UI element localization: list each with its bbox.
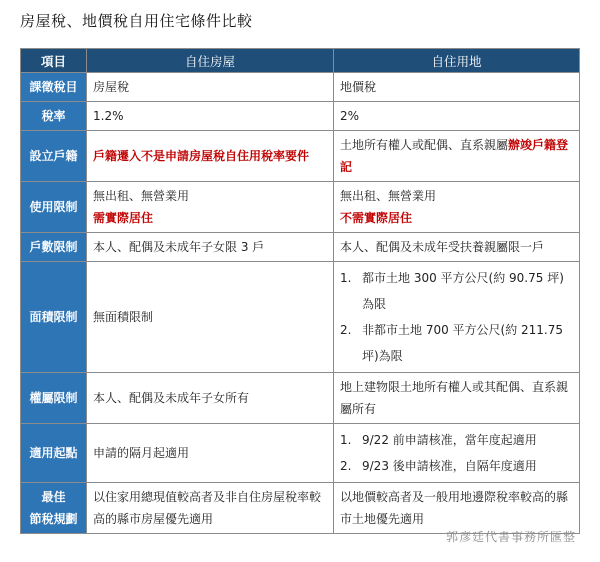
table-row (21, 424, 580, 483)
list-item (340, 317, 573, 369)
row-label-best (21, 483, 87, 534)
list-item (340, 265, 573, 317)
land-registry (334, 131, 580, 182)
land-ownership: 地上建物限土地所有權人或其配偶、直系親屬所有 (334, 373, 580, 424)
header-item: 項目 (21, 49, 87, 73)
land-usage-line-1: 無出租、無營業用 (340, 189, 437, 203)
list-item-text: 9/23 後申請核准，自隔年度適用 (362, 459, 537, 473)
house-registry-text: 戶籍遷入不是申請房屋稅自住用稅率要件 (93, 149, 310, 163)
house-usage-line-1: 無出租、無營業用 (93, 189, 190, 203)
house-effective: 申請的隔月起適用 (87, 424, 334, 483)
list-item (340, 453, 573, 479)
header-land: 自住用地 (334, 49, 580, 73)
house-ownership: 本人、配偶及未成年子女所有 (87, 373, 334, 424)
row-label-tax-item: 課徵稅目 (21, 73, 87, 102)
table-row (21, 262, 580, 373)
house-usage (87, 182, 334, 233)
comparison-table (20, 48, 580, 534)
row-label-households: 戶數限制 (21, 233, 87, 262)
land-usage (334, 182, 580, 233)
table-row (21, 102, 580, 131)
land-effective (334, 424, 580, 483)
header-house: 自住房屋 (87, 49, 334, 73)
house-area: 無面積限制 (87, 262, 334, 373)
land-tax-item: 地價稅 (334, 73, 580, 102)
table-row (21, 483, 580, 534)
list-item-number: 1. (340, 433, 352, 447)
table-row (21, 373, 580, 424)
row-label-registry: 設立戶籍 (21, 131, 87, 182)
list-item-number: 2. (340, 459, 352, 473)
row-label-effective: 適用起點 (21, 424, 87, 483)
row-label-area: 面積限制 (21, 262, 87, 373)
land-rate: 2% (334, 102, 580, 131)
list-item (340, 427, 573, 453)
table-row (21, 131, 580, 182)
table-row (21, 73, 580, 102)
land-households: 本人、配偶及未成年受扶養親屬限一戶 (334, 233, 580, 262)
house-registry (87, 131, 334, 182)
table-row (21, 182, 580, 233)
list-item-text: 都市土地 300 平方公尺(約 90.75 坪)為限 (362, 271, 564, 311)
row-label-rate: 稅率 (21, 102, 87, 131)
list-item-number: 1. (340, 271, 352, 285)
row-label-best-line-2: 節稅規劃 (29, 512, 78, 526)
list-item-number: 2. (340, 323, 352, 337)
house-tax-item: 房屋稅 (87, 73, 334, 102)
land-area-list (340, 265, 573, 369)
house-usage-line-2: 需實際居住 (93, 211, 154, 225)
row-label-ownership: 權屬限制 (21, 373, 87, 424)
land-registry-text-a: 土地所有權人或配偶、直系親屬 (340, 138, 509, 152)
list-item-text: 非都市土地 700 平方公尺(約 211.75 坪)為限 (362, 323, 564, 363)
house-households: 本人、配偶及未成年子女限 3 戶 (87, 233, 334, 262)
house-best: 以住家用總現值較高者及非自住房屋稅率較高的縣市房屋優先適用 (87, 483, 334, 534)
land-effective-list (340, 427, 573, 479)
land-registry-text-b: 辦竣戶籍登記 (340, 138, 569, 174)
footer-credit: 郭彥廷代書事務所匯整 (445, 530, 576, 544)
land-usage-line-2: 不需實際居住 (340, 211, 413, 225)
land-area (334, 262, 580, 373)
table-row (21, 233, 580, 262)
land-best: 以地價較高者及一般用地邊際稅率較高的縣市土地優先適用 (334, 483, 580, 534)
row-label-best-line-1: 最佳 (41, 490, 66, 504)
house-rate: 1.2% (87, 102, 334, 131)
table-header-row (21, 49, 580, 73)
row-label-usage: 使用限制 (21, 182, 87, 233)
list-item-text: 9/22 前申請核准，當年度起適用 (362, 433, 537, 447)
page-title: 房屋稅、地價稅自用住宅條件比較 (20, 12, 253, 30)
